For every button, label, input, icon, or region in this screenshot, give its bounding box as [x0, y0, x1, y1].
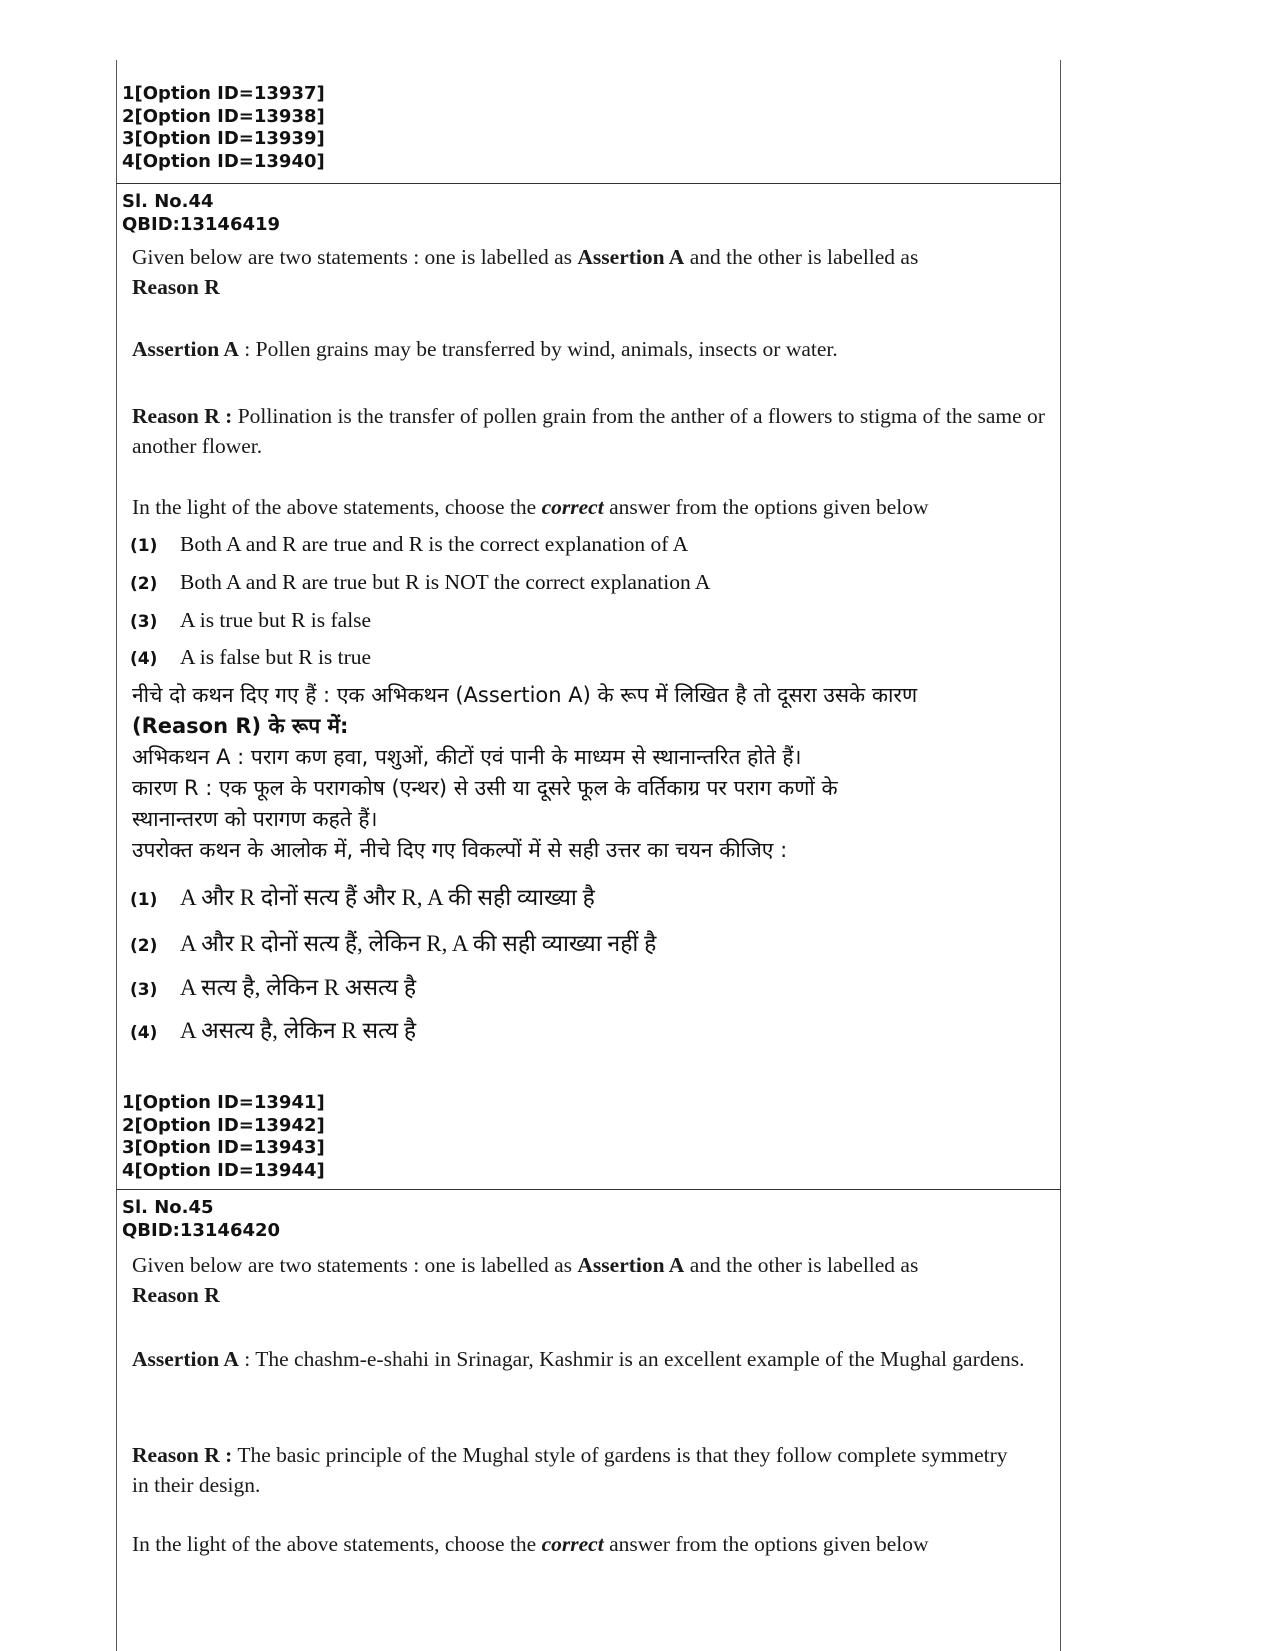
q45-instruction: In the light of the above statements, choose the correct answer from the options given below	[132, 1532, 929, 1556]
q45-intro: Given below are two statements : one is labelled as Assertion A and the other is labelled as Reason R	[132, 1253, 919, 1307]
q45-reason: Reason R : The basic principle of the Mughal style of gardens is that they follow complete symmetry in their design.	[132, 1443, 1008, 1497]
serial-number: Sl. No.45	[122, 1197, 214, 1218]
q44-hindi-reason-label: (Reason R) के रूप में:	[132, 714, 349, 738]
option-id: 2[Option ID=13942]	[122, 1114, 325, 1136]
q45-header	[122, 1197, 280, 1242]
option-id: 3[Option ID=13939]	[122, 128, 325, 149]
q44-hindi-intro: नीचे दो कथन दिए गए हैं : एक अभिकथन (Assertion A) के रूप में लिखित है तो दूसरा उसके कारण	[132, 683, 918, 707]
q45-assertion: Assertion A : The chashm-e-shahi in Srinagar, Kashmir is an excellent example of the Mughal gardens.	[132, 1347, 1025, 1371]
q44-instruction: In the light of the above statements, choose the correct answer from the options given below	[132, 495, 929, 519]
q44-hindi-option-1: (1) A और R दोनों सत्य हैं और R, A की सही व्याख्या है	[130, 885, 595, 910]
row-divider	[116, 1189, 1061, 1190]
q44-hindi-reason-cont: स्थानान्तरण को परागण कहते हैं।	[132, 807, 378, 831]
q44-option-3: (3) A is true but R is false	[130, 608, 372, 632]
option-id: 4[Option ID=13940]	[122, 150, 325, 172]
q44-hindi-assertion: अभिकथन A : पराग कण हवा, पशुओं, कीटों एवं पानी के माध्यम से स्थानान्तरित होते हैं।	[132, 745, 802, 769]
q44-intro: Given below are two statements : one is labelled as Assertion A and the other is labelled as Reason R	[132, 245, 919, 299]
q44-hindi-reason: कारण R : एक फूल के परागकोष (एन्थर) से उसी या दूसरे फूल के वर्तिकाग्र पर पराग कणों के	[132, 776, 838, 800]
q44-option-2: (2) Both A and R are true but R is NOT the correct explanation A	[130, 570, 711, 594]
q44-option-1: (1) Both A and R are true and R is the correct explanation of A	[130, 532, 689, 556]
qbid: QBID:13146419	[122, 213, 281, 235]
q44-option-4: (4) A is false but R is true	[130, 645, 372, 669]
q44-hindi-option-4: (4) A असत्य है, लेकिन R सत्य है	[130, 1018, 417, 1043]
row-divider	[116, 183, 1061, 184]
qbid: QBID:13146420	[122, 1219, 281, 1241]
serial-number: Sl. No.44	[122, 191, 214, 212]
option-id: 1[Option ID=13941]	[122, 1092, 325, 1113]
q44-hindi-option-3: (3) A सत्य है, लेकिन R असत्य है	[130, 975, 417, 1000]
q44-header	[122, 191, 280, 236]
q44-hindi-instruction: उपरोक्त कथन के आलोक में, नीचे दिए गए विकल्पों में से सही उत्तर का चयन कीजिए :	[132, 838, 788, 862]
option-id: 3[Option ID=13943]	[122, 1137, 325, 1158]
q44-reason: Reason R : Pollination is the transfer of pollen grain from the anther of a flowers to stigma of the same or another flower.	[132, 404, 1045, 458]
q44-hindi-option-2: (2) A और R दोनों सत्य हैं, लेकिन R, A की सही व्याख्या नहीं है	[130, 931, 657, 956]
q44-assertion: Assertion A : Pollen grains may be transferred by wind, animals, insects or water.	[132, 337, 838, 361]
q44-option-id-list	[122, 1092, 325, 1182]
option-id: 4[Option ID=13944]	[122, 1159, 325, 1181]
option-id: 2[Option ID=13938]	[122, 105, 325, 127]
option-id: 1[Option ID=13937]	[122, 83, 325, 104]
top-option-id-list	[122, 83, 325, 173]
